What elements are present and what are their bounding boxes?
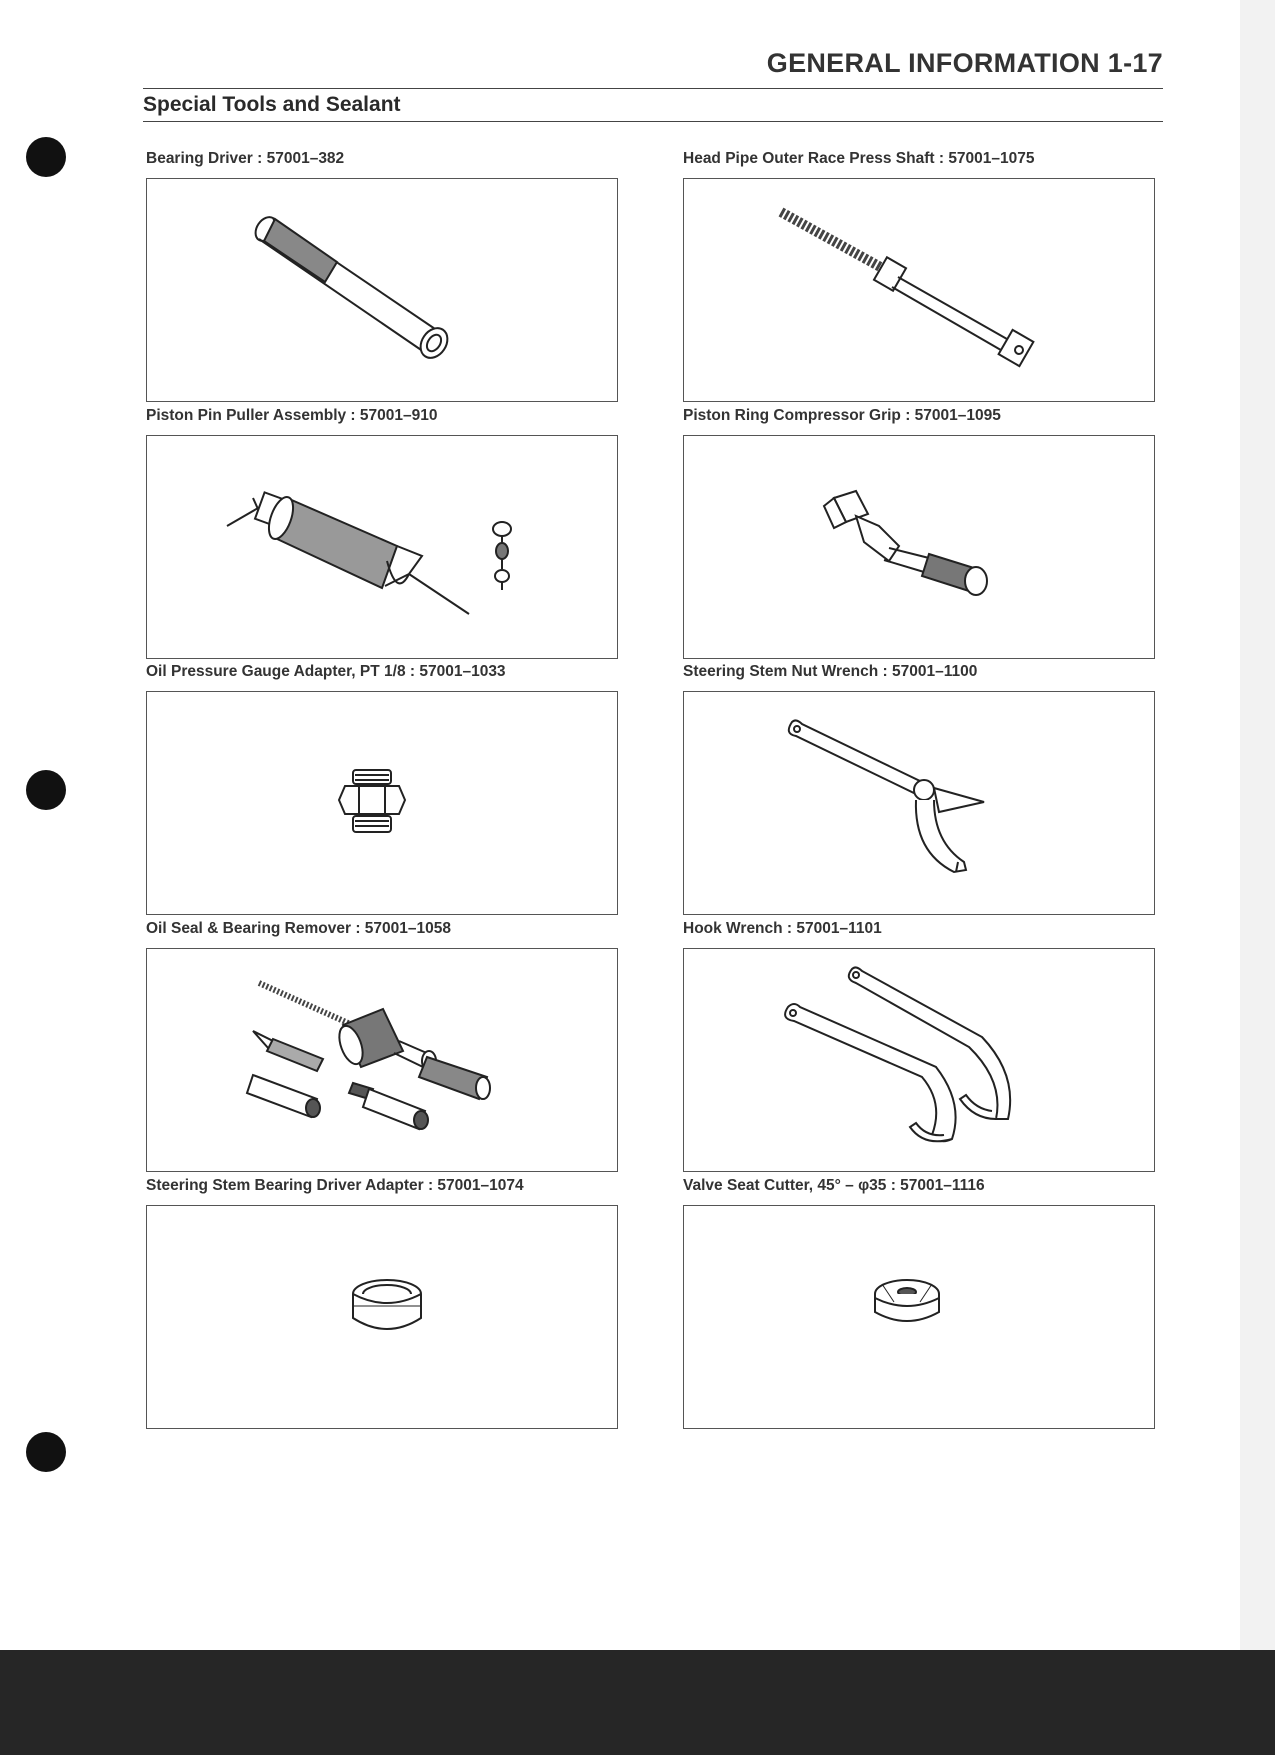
tool-item: [146, 663, 618, 915]
tool-item: [146, 920, 618, 1172]
hook-wrench-illustration: [684, 949, 1154, 1171]
tool-label: Bearing Driver : 57001–382: [146, 150, 345, 167]
tool-label: Steering Stem Bearing Driver Adapter : 57001–1074: [146, 1177, 524, 1194]
tool-item: [146, 150, 618, 402]
compressor-grip-illustration: [684, 436, 1154, 658]
tool-illustration-frame: [146, 691, 618, 915]
seal-remover-illustration: [147, 949, 617, 1171]
tool-label: Oil Seal & Bearing Remover : 57001–1058: [146, 920, 451, 937]
valve-seat-cutter-illustration: [684, 1206, 1154, 1428]
scan-background: [0, 1650, 1275, 1755]
scan-right-edge: [1240, 0, 1275, 1650]
tool-illustration-frame: [683, 435, 1155, 659]
bearing-driver-illustration: [147, 179, 617, 401]
tool-label: Steering Stem Nut Wrench : 57001–1100: [683, 663, 978, 680]
tool-item: [683, 920, 1155, 1172]
tool-illustration-frame: [146, 435, 618, 659]
tool-illustration-frame: [146, 1205, 618, 1429]
tool-label: Oil Pressure Gauge Adapter, PT 1/8 : 57001–1033: [146, 663, 506, 680]
binder-hole-icon: [26, 137, 66, 177]
header-rule: [143, 88, 1163, 89]
tool-illustration-frame: [683, 1205, 1155, 1429]
section-rule: [143, 121, 1163, 122]
tool-item: [683, 663, 1155, 915]
section-title: Special Tools and Sealant: [143, 93, 401, 116]
driver-adapter-illustration: [147, 1206, 617, 1428]
tool-item: [146, 1177, 618, 1429]
tool-illustration-frame: [683, 691, 1155, 915]
tool-illustration-frame: [146, 948, 618, 1172]
piston-pin-puller-illustration: [147, 436, 617, 658]
tool-illustration-frame: [146, 178, 618, 402]
tool-item: [683, 150, 1155, 402]
tool-item: [683, 407, 1155, 659]
tool-illustration-frame: [683, 948, 1155, 1172]
tool-label: Piston Ring Compressor Grip : 57001–1095: [683, 407, 1001, 424]
tool-label: Piston Pin Puller Assembly : 57001–910: [146, 407, 438, 424]
nut-wrench-illustration: [684, 692, 1154, 914]
tool-label: Head Pipe Outer Race Press Shaft : 57001–1075: [683, 150, 1035, 167]
page-header: GENERAL INFORMATION 1-17: [766, 48, 1163, 78]
press-shaft-illustration: [684, 179, 1154, 401]
tool-label: Valve Seat Cutter, 45° – φ35 : 57001–1116: [683, 1177, 985, 1194]
tool-item: [683, 1177, 1155, 1429]
tool-illustration-frame: [683, 178, 1155, 402]
gauge-adapter-illustration: [147, 692, 617, 914]
binder-hole-icon: [26, 1432, 66, 1472]
tool-label: Hook Wrench : 57001–1101: [683, 920, 882, 937]
tool-item: [146, 407, 618, 659]
binder-hole-icon: [26, 770, 66, 810]
